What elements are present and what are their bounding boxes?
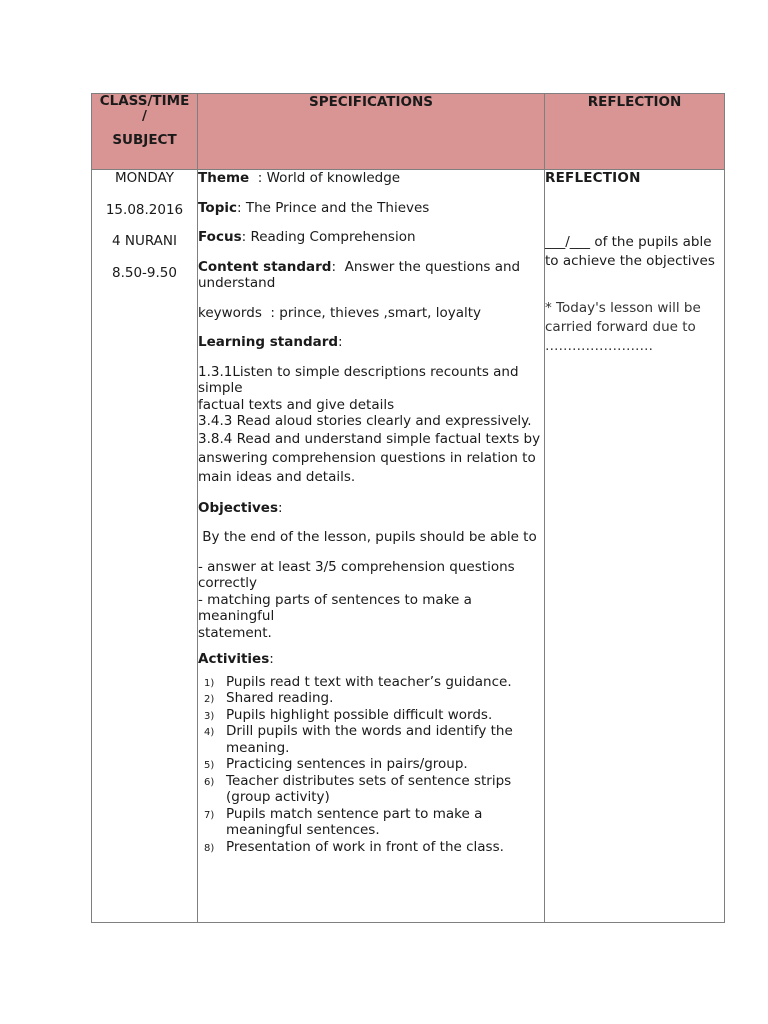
activity-number: 1) bbox=[204, 677, 215, 689]
activity-text: Shared reading. bbox=[226, 690, 334, 706]
activities-list bbox=[198, 674, 544, 856]
activity-number: 3) bbox=[204, 710, 215, 722]
activity-number: 6) bbox=[204, 776, 215, 788]
topic-line: Topic: The Prince and the Thieves bbox=[198, 199, 430, 216]
activity-text: Drill pupils with the words and identify the meaning. bbox=[226, 723, 513, 756]
activity-item bbox=[198, 806, 544, 839]
time: 8.50-9.50 bbox=[112, 264, 177, 281]
activity-text: Pupils match sentence part to make a meaningful sentences. bbox=[226, 805, 483, 838]
class-name: 4 NURANI bbox=[111, 233, 177, 249]
activity-number: 2) bbox=[204, 694, 215, 705]
learning-standard-2: 3.4.3 Read aloud stories clearly and expressively. bbox=[198, 413, 532, 429]
objective-1: - answer at least 3/5 comprehension questions correctly bbox=[198, 558, 515, 591]
activity-item bbox=[198, 723, 544, 756]
reflection-label: REFLECTION bbox=[545, 170, 641, 186]
activity-text: Pupils read t text with teacher’s guidance. bbox=[226, 673, 512, 690]
learning-standard-3: 3.8.4 Read and understand simple factual texts by answering comprehension questions in relation to main ideas and details. bbox=[198, 430, 541, 485]
learning-standard-label: Learning standard: bbox=[198, 334, 343, 350]
carried-forward-note: * Today's lesson will be carried forward due to …………………… bbox=[545, 299, 701, 354]
date: 15.08.2016 bbox=[105, 201, 184, 218]
header-class-time: CLASS/TIME / SUBJECT bbox=[92, 94, 198, 170]
achievement-line: ___/___ of the pupils able to achieve the objectives bbox=[545, 233, 715, 269]
header-row bbox=[92, 94, 725, 170]
activity-item bbox=[198, 690, 544, 707]
activity-text: Presentation of work in front of the class. bbox=[226, 838, 504, 855]
theme-line: Theme : World of knowledge bbox=[198, 170, 401, 186]
activity-item bbox=[198, 756, 544, 773]
objectives-intro: By the end of the lesson, pupils should be able to bbox=[198, 529, 537, 545]
reflection-cell bbox=[545, 170, 725, 923]
specifications-cell bbox=[198, 170, 545, 923]
keywords: keywords : prince, thieves ,smart, loyalty bbox=[198, 304, 482, 321]
activity-number: 5) bbox=[204, 760, 215, 771]
activity-number: 7) bbox=[204, 809, 215, 821]
activity-number: 4) bbox=[204, 727, 215, 738]
content-standard: Content standard: Answer the questions and understand bbox=[198, 258, 525, 291]
activity-text: Teacher distributes sets of sentence strips (group activity) bbox=[226, 772, 512, 805]
learning-standard-1-cont: factual texts and give details bbox=[198, 396, 395, 413]
activity-text: Pupils highlight possible difficult words. bbox=[226, 706, 493, 723]
activities-label: Activities: bbox=[198, 651, 274, 667]
objectives-label: Objectives: bbox=[198, 499, 283, 516]
activity-item bbox=[198, 773, 544, 806]
objective-2: - matching parts of sentences to make a meaningful bbox=[198, 591, 472, 624]
activity-number: 8) bbox=[204, 842, 215, 854]
activity-item bbox=[198, 707, 544, 724]
activity-item bbox=[198, 839, 544, 856]
objective-2-cont: statement. bbox=[198, 624, 272, 641]
header-specifications: SPECIFICATIONS bbox=[198, 94, 545, 170]
content-row bbox=[92, 170, 725, 923]
class-info-cell bbox=[92, 170, 198, 923]
learning-standard-1: 1.3.1Listen to simple descriptions recounts and simple bbox=[198, 363, 519, 396]
header-reflection: REFLECTION bbox=[545, 94, 725, 170]
activity-text: Practicing sentences in pairs/group. bbox=[226, 756, 468, 772]
focus-line: Focus: Reading Comprehension bbox=[198, 229, 416, 245]
activity-item bbox=[198, 674, 544, 691]
day: MONDAY bbox=[115, 170, 174, 186]
lesson-plan-table bbox=[91, 93, 725, 923]
